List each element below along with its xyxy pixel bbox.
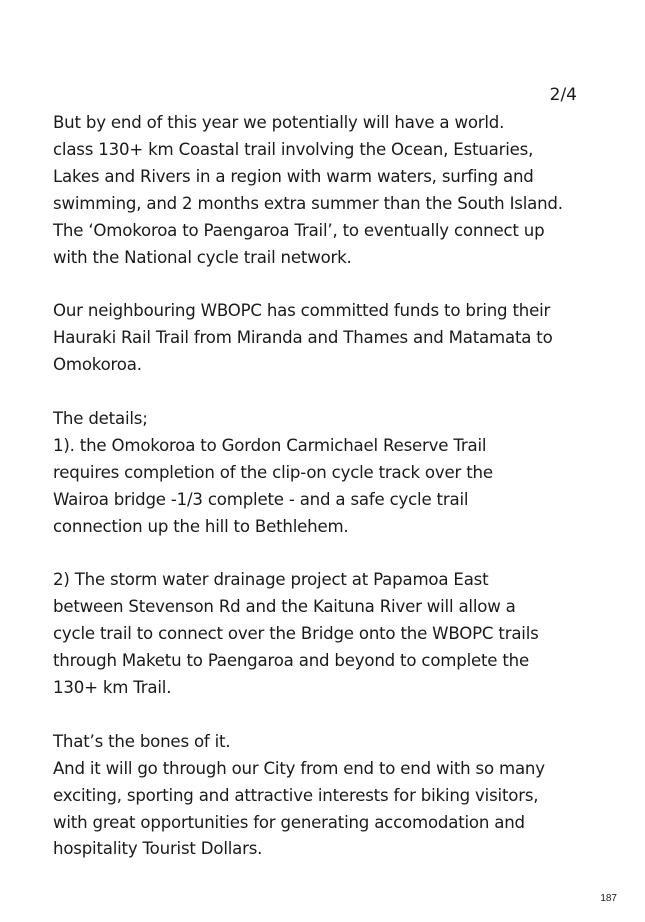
paragraph-conclusion xyxy=(53,729,613,864)
page-number: 187 xyxy=(600,893,617,904)
text-line: between Stevenson Rd and the Kaituna River will allow a xyxy=(53,597,516,617)
paragraph-trail-overview xyxy=(53,110,613,271)
text-line: exciting, sporting and attractive interests for biking visitors, xyxy=(53,785,539,805)
letter-body xyxy=(53,110,613,863)
text-line: connection up the hill to Bethlehem. xyxy=(53,516,349,536)
text-line: requires completion of the clip-on cycle track over the xyxy=(53,462,493,482)
paragraph-wbopc xyxy=(53,298,613,379)
text-line: Hauraki Rail Trail from Miranda and Thames and Matamata to xyxy=(53,328,553,348)
text-line: with great opportunities for generating accomodation and xyxy=(53,812,525,832)
text-line: That’s the bones of it. xyxy=(53,731,231,751)
text-line: 2) The storm water drainage project at Papamoa East xyxy=(53,570,489,590)
paragraph-gap xyxy=(53,540,613,567)
text-line: hospitality Tourist Dollars. xyxy=(53,839,263,859)
text-line: Omokoroa. xyxy=(53,355,142,375)
text-line: swimming, and 2 months extra summer than the South Island. xyxy=(53,193,563,213)
text-line: 1). the Omokoroa to Gordon Carmichael Reserve Trail xyxy=(53,435,487,455)
paragraph-stormwater xyxy=(53,567,613,702)
text-line: Our neighbouring WBOPC has committed funds to bring their xyxy=(53,301,551,321)
paragraph-gap xyxy=(53,379,613,406)
paragraph-gap xyxy=(53,271,613,298)
text-line: But by end of this year we potentially will have a world. xyxy=(53,113,505,132)
text-line: The ‘Omokoroa to Paengaroa Trail’, to eventually connect up xyxy=(53,220,545,240)
text-line: Lakes and Rivers in a region with warm waters, surfing and xyxy=(53,166,534,186)
text-line: through Maketu to Paengaroa and beyond to complete the xyxy=(53,651,530,671)
page-marker: 2/4 xyxy=(549,85,577,105)
text-line: with the National cycle trail network. xyxy=(53,247,352,267)
text-line: class 130+ km Coastal trail involving the Ocean, Estuaries, xyxy=(53,139,534,159)
paragraph-gap xyxy=(53,702,613,729)
text-line: And it will go through our City from end to end with so many xyxy=(53,758,545,778)
text-line: The details; xyxy=(53,408,148,428)
text-line: 130+ km Trail. xyxy=(53,677,172,697)
text-line: Wairoa bridge -1/3 complete - and a safe cycle trail xyxy=(53,489,469,509)
text-line: cycle trail to connect over the Bridge onto the WBOPC trails xyxy=(53,624,539,644)
paragraph-details xyxy=(53,406,613,541)
